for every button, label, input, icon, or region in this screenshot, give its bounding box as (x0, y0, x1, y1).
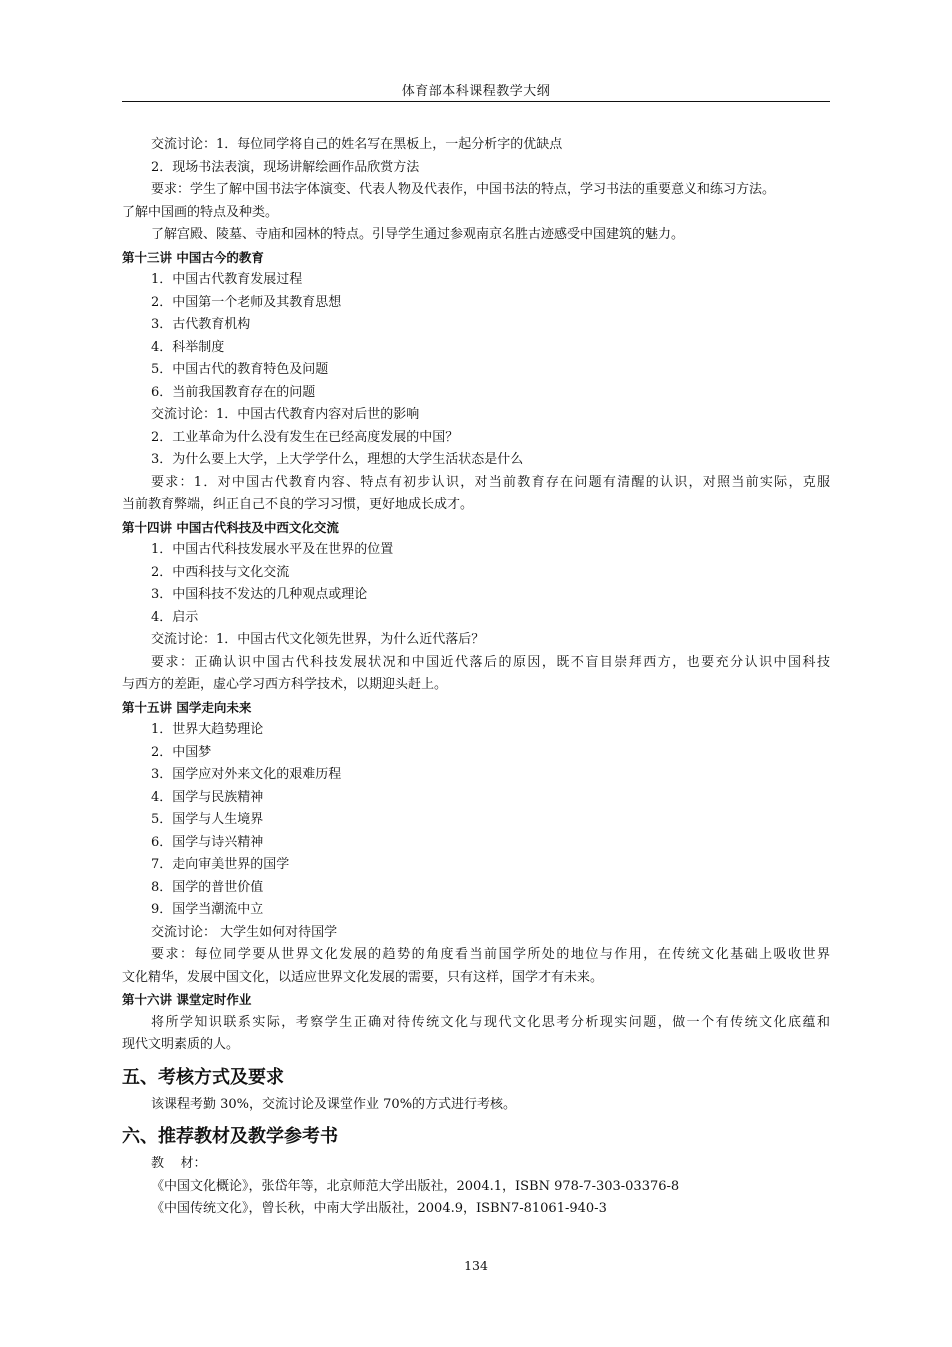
list-item: 6．国学与诗兴精神 (151, 834, 264, 850)
reference-item: 《中国文化概论》，张岱年等，北京师范大学出版社，2004.1，ISBN 978-7-303-03376-8 (151, 1178, 680, 1194)
header-rule (122, 101, 830, 102)
paragraph-line: 了解中国画的特点及种类。 (122, 204, 279, 220)
list-item: 2．中国梦 (151, 744, 212, 760)
paragraph-line: 2．工业革命为什么没有发生在已经高度发展的中国？ (151, 429, 459, 445)
paragraph-line: 要求：1．对中国古代教育内容、特点有初步认识，对当前教育存在问题有清醒的认识，对照当前实际，克服 (151, 474, 830, 490)
list-item: 2．中西科技与文化交流 (151, 564, 290, 580)
paragraph-line: 交流讨论： 大学生如何对待国学 (151, 924, 338, 940)
reference-item: 《中国传统文化》，曾长秋，中南大学出版社，2004.9，ISBN7-81061-940-3 (151, 1201, 607, 1216)
paragraph-line: 要求：每位同学要从世界文化发展的趋势的角度看当前国学所处的地位与作用，在传统文化基础上吸收世界 (151, 947, 830, 962)
paragraph-line: 该课程考勤 30%，交流讨论及课堂作业 70%的方式进行考核。 (151, 1096, 517, 1112)
list-item: 1．中国古代科技发展水平及在世界的位置 (151, 542, 394, 557)
list-item: 4．启示 (151, 609, 199, 625)
paragraph-line: 现代文明素质的人。 (122, 1037, 240, 1052)
list-item: 2．中国第一个老师及其教育思想 (151, 294, 342, 310)
list-item: 4．国学与民族精神 (151, 789, 264, 805)
page-header: 体育部本科课程教学大纲 (401, 84, 551, 99)
paragraph-line: 3．为什么要上大学，上大学学什么，理想的大学生活状态是什么 (151, 452, 524, 467)
list-item: 4．科举制度 (151, 339, 225, 355)
lecture-heading: 第十四讲 中国古代科技及中西文化交流 (122, 519, 339, 535)
list-item: 8．国学的普世价值 (151, 879, 264, 895)
section-heading-assessment: 五、考核方式及要求 (122, 1066, 284, 1088)
section-heading-textbooks: 六、推荐教材及教学参考书 (122, 1126, 338, 1147)
list-item: 3．中国科技不发达的几种观点或理论 (151, 587, 368, 602)
paragraph-line: 要求：学生了解中国书法字体演变、代表人物及代表作，中国书法的特点，学习书法的重要意义和练习方法。 (151, 182, 776, 197)
list-item: 1．世界大趋势理论 (151, 722, 264, 737)
list-item: 9．国学当潮流中立 (151, 902, 264, 917)
page-number: 134 (464, 1258, 488, 1273)
list-item: 6．当前我国教育存在的问题 (151, 384, 316, 400)
list-item: 3．古代教育机构 (151, 317, 251, 332)
paragraph-line: 交流讨论：1．中国古代教育内容对后世的影响 (151, 407, 420, 422)
paragraph-line: 要求：正确认识中国古代科技发展状况和中国近代落后的原因，既不盲目崇拜西方，也要充分认识中国科技 (151, 654, 830, 670)
paragraph-line: 教 材： (151, 1156, 207, 1171)
list-item: 3．国学应对外来文化的艰难历程 (151, 767, 342, 782)
list-item: 5．国学与人生境界 (151, 812, 264, 827)
lecture-heading: 第十六讲 课堂定时作业 (122, 992, 252, 1007)
paragraph-line: 交流讨论：1．中国古代文化领先世界，为什么近代落后？ (151, 632, 485, 647)
list-item: 7．走向审美世界的国学 (151, 857, 290, 872)
paragraph-line: 文化精华，发展中国文化，以适应世界文化发展的需要，只有这样，国学才有未来。 (122, 969, 604, 985)
page-content (122, 134, 830, 1221)
paragraph-line: 当前教育弊端，纠正自己不良的学习习惯，更好地成长成才。 (122, 497, 474, 512)
paragraph-line: 了解宫殿、陵墓、寺庙和园林的特点。引导学生通过参观南京名胜古迹感受中国建筑的魅力。 (151, 227, 685, 242)
lecture-heading: 第十三讲 中国古今的教育 (122, 249, 264, 265)
paragraph-line: 与西方的差距，虚心学习西方科学技术，以期迎头赶上。 (122, 677, 448, 692)
paragraph-line: 将所学知识联系实际，考察学生正确对待传统文化与现代文化思考分析现实问题，做一个有传统文化底蕴和 (151, 1014, 830, 1030)
lecture-heading: 第十五讲 国学走向未来 (122, 699, 252, 715)
list-item: 1．中国古代教育发展过程 (151, 272, 303, 287)
paragraph-line: 2．现场书法表演，现场讲解绘画作品欣赏方法 (151, 159, 420, 175)
paragraph-line: 交流讨论：1．每位同学将自己的姓名写在黑板上，一起分析字的优缺点 (151, 137, 563, 152)
list-item: 5．中国古代的教育特色及问题 (151, 362, 329, 377)
